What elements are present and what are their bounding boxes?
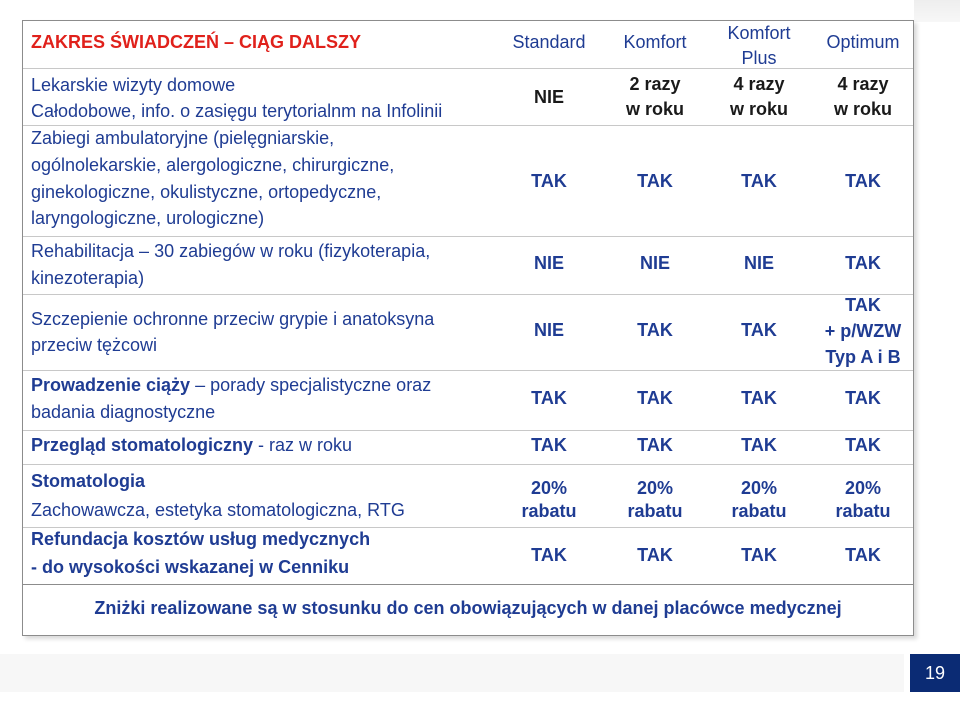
discount-note: Zniżki realizowane są w stosunku do cen obowiązujących w danej placówce medycznej xyxy=(94,598,842,618)
cell-ciaza-optimum: TAK xyxy=(845,388,881,408)
row-label-wizyty-line1: Lekarskie wizyty domowe xyxy=(31,75,236,95)
cell-szczep-optimum-2: + p/WZW xyxy=(824,321,902,341)
cell-szczep-plus: TAK xyxy=(741,320,777,340)
row-label-ciaza-bold: Prowadzenie ciąży xyxy=(31,375,191,395)
cell-wizyty-standard: NIE xyxy=(533,87,564,107)
column-header-komfort-plus-line1: Komfort xyxy=(727,23,791,43)
cell-stomat-standard-rabat: rabatu xyxy=(521,501,577,521)
column-header-standard: Standard xyxy=(512,32,586,52)
cell-stomat-plus-rabat: rabatu xyxy=(731,501,787,521)
cell-refund-standard: TAK xyxy=(531,545,567,565)
row-label-rehab-line1: Rehabilitacja – 30 zabiegów w roku (fizykoterapia, xyxy=(31,241,431,261)
cell-przeglad-komfort: TAK xyxy=(637,435,673,455)
cell-zabiegi-standard: TAK xyxy=(531,171,567,191)
cell-wizyty-plus-1: 4 razy xyxy=(733,74,785,94)
footer-strip xyxy=(0,654,904,692)
cell-szczep-komfort: TAK xyxy=(637,320,673,340)
cell-stomat-plus-pct: 20% xyxy=(740,478,778,498)
row-label-zabiegi-line3: ginekologiczne, okulistyczne, ortopedyczne, xyxy=(31,182,382,202)
cell-szczep-optimum-3: Typ A i B xyxy=(825,347,901,367)
row-label-ciaza-line1 xyxy=(31,372,431,399)
row-label-szczep-line2: przeciw tężcowi xyxy=(31,335,158,355)
cell-stomat-optimum-rabat: rabatu xyxy=(835,501,891,521)
row-divider xyxy=(23,68,913,69)
cell-ciaza-plus: TAK xyxy=(741,388,777,408)
row-label-zabiegi-line1: Zabiegi ambulatoryjne (pielęgniarskie, xyxy=(31,128,335,148)
row-divider xyxy=(23,294,913,295)
row-label-refund-line1: Refundacja kosztów usług medycznych xyxy=(31,529,371,549)
row-label-wizyty-line2: Całodobowe, info. o zasięgu terytorialnm na Infolinii xyxy=(31,101,443,121)
row-label-zabiegi-line4: laryngologiczne, urologiczne) xyxy=(31,208,265,228)
row-label-ciaza-rest: – porady specjalistyczne oraz xyxy=(190,375,432,395)
cell-wizyty-komfort-1: 2 razy xyxy=(629,74,681,94)
row-label-rehab-line2: kinezoterapia) xyxy=(31,268,145,288)
cell-wizyty-optimum-1: 4 razy xyxy=(837,74,889,94)
cell-wizyty-komfort-2: w roku xyxy=(625,99,684,119)
cell-stomat-optimum-pct: 20% xyxy=(844,478,882,498)
corner-decoration xyxy=(914,0,960,22)
cell-rehab-plus: NIE xyxy=(743,253,774,273)
cell-szczep-standard: NIE xyxy=(533,320,564,340)
column-header-komfort: Komfort xyxy=(623,32,687,52)
row-divider xyxy=(23,464,913,465)
row-label-przeglad-bold: Przegląd stomatologiczny xyxy=(31,435,254,455)
cell-przeglad-plus: TAK xyxy=(741,435,777,455)
cell-przeglad-standard: TAK xyxy=(531,435,567,455)
cell-refund-plus: TAK xyxy=(741,545,777,565)
row-label-stomat-line1: Stomatologia xyxy=(31,471,146,491)
row-label-szczep-line1: Szczepienie ochronne przeciw grypie i anatoksyna xyxy=(31,309,435,329)
cell-rehab-komfort: NIE xyxy=(639,253,670,273)
row-label-refund-line2: - do wysokości wskazanej w Cenniku xyxy=(31,557,350,577)
cell-stomat-komfort-rabat: rabatu xyxy=(627,501,683,521)
row-label-przeglad xyxy=(31,432,352,459)
column-header-komfort-plus-line2: Plus xyxy=(741,48,777,68)
cell-zabiegi-komfort: TAK xyxy=(637,171,673,191)
cell-przeglad-optimum: TAK xyxy=(845,435,881,455)
cell-ciaza-standard: TAK xyxy=(531,388,567,408)
cell-stomat-standard-pct: 20% xyxy=(530,478,568,498)
row-label-zabiegi-line2: ogólnolekarskie, alergologiczne, chirurgiczne, xyxy=(31,155,395,175)
row-divider xyxy=(23,236,913,237)
cell-ciaza-komfort: TAK xyxy=(637,388,673,408)
row-label-ciaza-line2: badania diagnostyczne xyxy=(31,402,216,422)
cell-zabiegi-optimum: TAK xyxy=(845,171,881,191)
page-number: 19 xyxy=(910,654,960,692)
row-label-stomat-line2: Zachowawcza, estetyka stomatologiczna, RTG xyxy=(31,500,405,520)
row-divider xyxy=(23,370,913,371)
row-divider xyxy=(23,584,913,585)
row-label-przeglad-rest: - raz w roku xyxy=(253,435,353,455)
row-divider xyxy=(23,430,913,431)
cell-rehab-optimum: TAK xyxy=(845,253,881,273)
cell-rehab-standard: NIE xyxy=(533,253,564,273)
table-title: ZAKRES ŚWIADCZEŃ – CIĄG DALSZY xyxy=(31,32,362,52)
column-header-optimum: Optimum xyxy=(826,32,900,52)
cell-stomat-komfort-pct: 20% xyxy=(636,478,674,498)
services-table xyxy=(22,20,914,636)
cell-wizyty-plus-2: w roku xyxy=(729,99,788,119)
cell-wizyty-optimum-2: w roku xyxy=(833,99,892,119)
cell-zabiegi-plus: TAK xyxy=(741,171,777,191)
cell-refund-komfort: TAK xyxy=(637,545,673,565)
cell-szczep-optimum-1: TAK xyxy=(845,295,881,315)
cell-refund-optimum: TAK xyxy=(845,545,881,565)
